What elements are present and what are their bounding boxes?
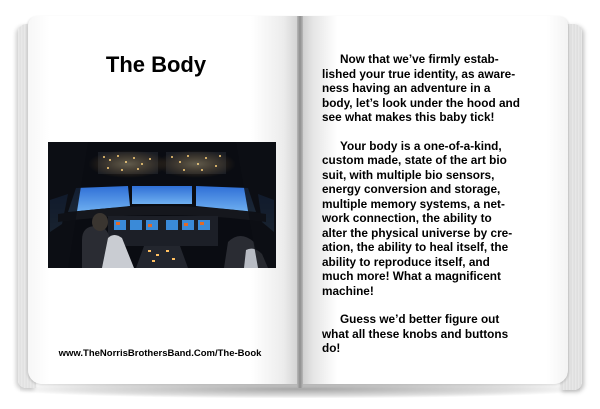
paragraph-3: Guess we’d better figure out what all these knobs and buttons do! <box>322 312 509 355</box>
paragraph-2: Your body is a one-of-a-kind, custom made, state of the art bio suit, with multiple bio sensors, energy conversion and storage, multiple memory systems, a net- work connection, the ability to alter the physical universe by cre- ation, the ability to heal itself, the ability to reproduce itself, and much more! What a magnificent machine! <box>322 138 513 298</box>
body-text <box>322 52 550 370</box>
book-url: www.TheNorrisBrothersBand.Com/The-Book <box>58 348 262 359</box>
book-spine <box>297 16 303 388</box>
paragraph-1: Now that we’ve firmly estab- lished your true identity, as aware- ness having an adventure in a body, let’s look under the hood and see what makes this baby tick! <box>322 52 520 124</box>
cockpit-photo <box>48 142 276 268</box>
page-title: The Body <box>105 52 207 77</box>
cockpit-image <box>48 142 276 268</box>
